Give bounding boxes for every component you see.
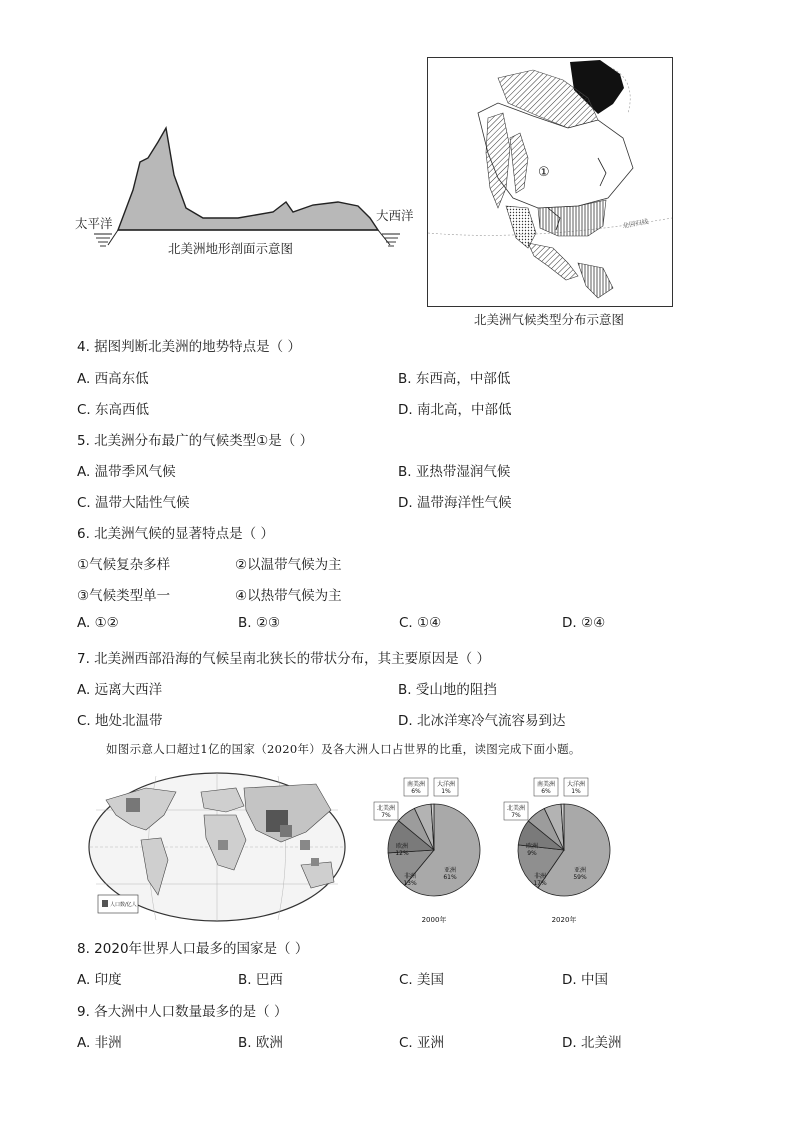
world-map-drawing bbox=[86, 770, 348, 925]
profile-caption: 北美洲地形剖面示意图 bbox=[168, 241, 294, 256]
q6-option-b[interactable]: B. ②③ bbox=[238, 615, 281, 631]
pie-2020-label-pct-0: 59% bbox=[573, 874, 587, 881]
q6-statement-2: ②以温带气候为主 bbox=[235, 557, 342, 573]
pie-2000-label-name-1: 非洲 bbox=[403, 873, 417, 880]
q5-option-d[interactable]: D. 温带海洋性气候 bbox=[398, 495, 512, 511]
pie-2020-label-pct-3: 7% bbox=[511, 812, 521, 819]
q8-option-a[interactable]: A. 印度 bbox=[77, 972, 122, 988]
q9-option-b[interactable]: B. 欧洲 bbox=[238, 1035, 283, 1051]
profile-right-label: 大西洋 bbox=[376, 208, 414, 223]
climate-map-caption: 北美洲气候类型分布示意图 bbox=[474, 312, 625, 327]
q8-stem: 8. 2020年世界人口最多的国家是（ ） bbox=[77, 941, 309, 957]
pie-2000-label-name-5: 大洋洲 bbox=[436, 781, 456, 788]
profile-left-label: 太平洋 bbox=[75, 216, 113, 231]
map-legend-text: 人口数/亿人 bbox=[110, 902, 137, 908]
pie-2020-label-name-3: 北美洲 bbox=[506, 805, 526, 812]
pie-2020-label-name-2: 欧洲 bbox=[525, 843, 539, 850]
climate-map-figure bbox=[427, 57, 673, 307]
q7-option-d[interactable]: D. 北冰洋寒冷气流容易到达 bbox=[398, 713, 566, 729]
tropic-line-label: 北回归线 bbox=[621, 217, 649, 230]
pie-2020-year-label: 2020年 bbox=[551, 916, 577, 924]
pacific-wave-icon bbox=[94, 234, 112, 246]
q7-option-b[interactable]: B. 受山地的阻挡 bbox=[398, 682, 497, 698]
q4-stem: 4. 据图判断北美洲的地势特点是（ ） bbox=[77, 339, 301, 355]
q6-option-d[interactable]: D. ②④ bbox=[562, 615, 606, 631]
pie-2020-label-pct-5: 1% bbox=[571, 788, 581, 795]
pie-2020-label-pct-1: 17% bbox=[533, 880, 547, 887]
q6-statement-3: ③气候类型单一 bbox=[77, 588, 171, 604]
pie-2020-label-pct-4: 6% bbox=[541, 788, 551, 795]
world-population-map bbox=[86, 770, 348, 925]
q4-option-c[interactable]: C. 东高西低 bbox=[77, 402, 150, 418]
q6-statement-4: ④以热带气候为主 bbox=[235, 588, 342, 604]
q9-option-c[interactable]: C. 亚洲 bbox=[399, 1035, 445, 1051]
q8-option-c[interactable]: C. 美国 bbox=[399, 972, 445, 988]
q4-option-a[interactable]: A. 西高东低 bbox=[77, 371, 149, 387]
q5-option-a[interactable]: A. 温带季风气候 bbox=[77, 464, 176, 480]
pie-2000-label-pct-1: 13% bbox=[403, 880, 417, 887]
q5-option-b[interactable]: B. 亚热带湿润气候 bbox=[398, 464, 511, 480]
q5-option-c[interactable]: C. 温带大陆性气候 bbox=[77, 495, 190, 511]
pie-2000-label-pct-2: 12% bbox=[395, 850, 409, 857]
q6-option-a[interactable]: A. ①② bbox=[77, 615, 119, 631]
climate-map-drawing bbox=[428, 58, 672, 306]
pie-2020-label-pct-2: 9% bbox=[527, 850, 537, 857]
pie-2000-label-name-3: 北美洲 bbox=[376, 805, 396, 812]
pie-2000-label-pct-0: 61% bbox=[443, 874, 457, 881]
q8-option-d[interactable]: D. 中国 bbox=[562, 972, 608, 988]
pie-2000-label-pct-4: 6% bbox=[411, 788, 421, 795]
q7-stem: 7. 北美洲西部沿海的气候呈南北狭长的带状分布，其主要原因是（ ） bbox=[77, 651, 490, 667]
pie-2000-label-pct-5: 1% bbox=[441, 788, 451, 795]
pie-2000-label-name-4: 南美洲 bbox=[406, 781, 426, 788]
pie-2000-drawing bbox=[358, 768, 486, 928]
q8-option-b[interactable]: B. 巴西 bbox=[238, 972, 283, 988]
pie-2020-drawing bbox=[488, 768, 618, 928]
q6-option-c[interactable]: C. ①④ bbox=[399, 615, 442, 631]
pie-2020-label-name-1: 非洲 bbox=[533, 873, 547, 880]
q4-option-d[interactable]: D. 南北高，中部低 bbox=[398, 402, 512, 418]
q6-stem: 6. 北美洲气候的显著特点是（ ） bbox=[77, 526, 274, 542]
pie-chart-2020 bbox=[488, 768, 618, 928]
q4-option-b[interactable]: B. 东西高，中部低 bbox=[398, 371, 511, 387]
pie-2000-label-pct-3: 7% bbox=[381, 812, 391, 819]
q5-stem: 5. 北美洲分布最广的气候类型①是（ ） bbox=[77, 433, 314, 449]
pie-2020-label-name-4: 南美洲 bbox=[536, 781, 556, 788]
climate-marker-1: ① bbox=[538, 165, 550, 180]
q9-option-a[interactable]: A. 非洲 bbox=[77, 1035, 122, 1051]
atlantic-wave-icon bbox=[382, 234, 400, 246]
q9-option-d[interactable]: D. 北美洲 bbox=[562, 1035, 622, 1051]
population-intro: 如图示意人口超过1亿的国家（2020年）及各大洲人口占世界的比重，读图完成下面小题。 bbox=[106, 742, 581, 756]
q7-option-c[interactable]: C. 地处北温带 bbox=[77, 713, 163, 729]
q7-option-a[interactable]: A. 远离大西洋 bbox=[77, 682, 163, 698]
pie-chart-2000 bbox=[358, 768, 486, 928]
pie-2000-label-name-0: 亚洲 bbox=[443, 867, 457, 874]
q9-stem: 9. 各大洲中人口数量最多的是（ ） bbox=[77, 1004, 288, 1020]
pie-2020-label-name-0: 亚洲 bbox=[573, 867, 587, 874]
pie-2000-year-label: 2000年 bbox=[421, 916, 447, 924]
pie-2020-label-name-5: 大洋洲 bbox=[566, 781, 586, 788]
q6-statement-1: ①气候复杂多样 bbox=[77, 557, 171, 573]
pie-2000-label-name-2: 欧洲 bbox=[395, 843, 409, 850]
